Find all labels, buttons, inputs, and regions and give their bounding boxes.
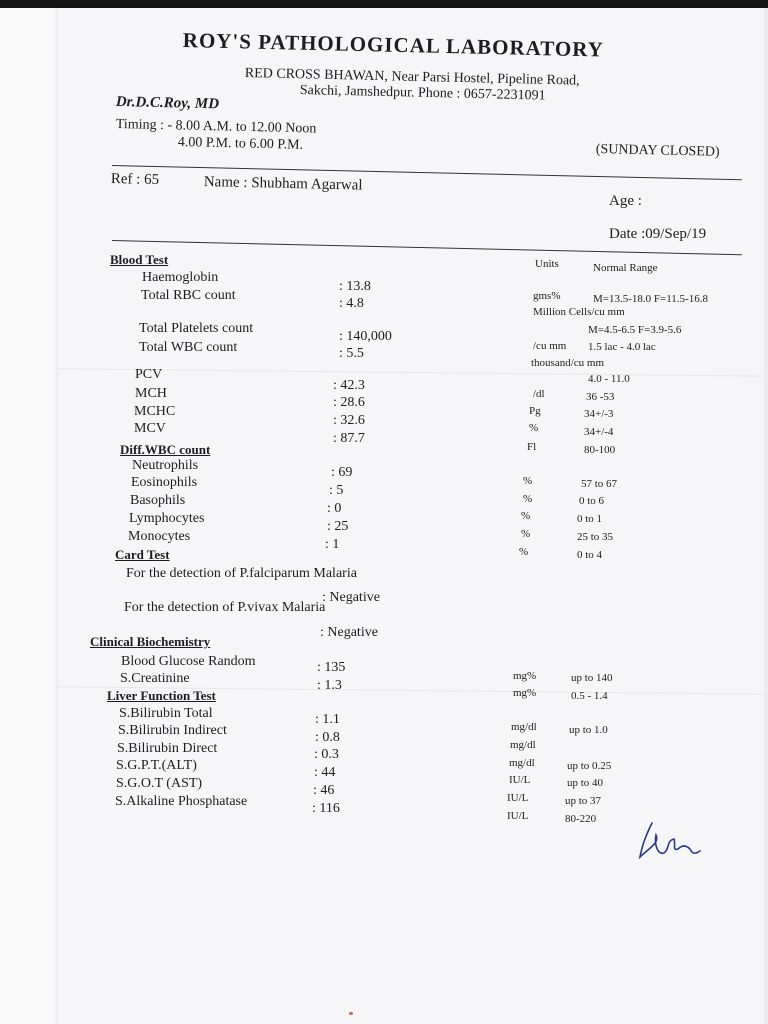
test-range: 4.0 - 11.0 (588, 373, 630, 385)
test-name: S.Bilirubin Direct (117, 741, 218, 756)
test-value: : 5.5 (339, 346, 364, 361)
test-name: S.Alkaline Phosphatase (115, 794, 248, 809)
test-unit: Million Cells/cu mm (533, 306, 625, 318)
test-unit: Pg (529, 405, 541, 417)
card-test-name: For the detection of P.falciparum Malaria (126, 566, 357, 581)
test-value: : 25 (327, 519, 349, 534)
test-range: 57 to 67 (581, 478, 618, 490)
test-name: S.G.P.T.(ALT) (116, 758, 197, 773)
test-range: M=4.5-6.5 F=3.9-5.6 (588, 324, 682, 336)
test-range: 0.5 - 1.4 (571, 690, 608, 702)
address-line-1: RED CROSS BHAWAN, Near Parsi Hostel, Pipeline Road, (244, 66, 580, 89)
test-unit: IU/L (507, 810, 529, 822)
test-value: : 116 (312, 801, 340, 816)
test-range: 80-100 (584, 444, 616, 456)
test-value: : 0.3 (314, 747, 339, 762)
test-unit: /dl (533, 388, 545, 400)
test-value: : 5 (329, 483, 344, 498)
test-name: PCV (135, 367, 163, 382)
test-range: 1.5 lac - 4.0 lac (588, 341, 656, 353)
address-line-2: Sakchi, Jamshedpur. Phone : 0657-2231091 (299, 83, 546, 104)
test-range: up to 40 (567, 777, 604, 789)
blood-test-heading: Blood Test (110, 252, 169, 267)
card-test-name: For the detection of P.vivax Malaria (124, 600, 326, 615)
test-value: : 4.8 (339, 296, 364, 311)
test-name: S.G.O.T (AST) (116, 776, 203, 791)
test-name: Total Platelets count (139, 321, 254, 336)
doctor-signature (630, 815, 720, 865)
test-name: Lymphocytes (129, 511, 205, 526)
test-name: Eosinophils (131, 475, 198, 490)
scan-top-edge (0, 0, 768, 8)
test-name: MCH (135, 386, 167, 401)
test-unit: mg/dl (510, 739, 536, 751)
test-value: : 1 (325, 537, 340, 552)
normal-range-column-header: Normal Range (593, 262, 658, 274)
test-range: up to 37 (565, 795, 602, 807)
test-unit: % (529, 422, 539, 434)
test-unit: % (523, 493, 533, 505)
units-column-header: Units (535, 258, 559, 270)
test-value: : 32.6 (333, 413, 365, 428)
diff-wbc-heading: Diff.WBC count (120, 442, 211, 457)
test-value: : 44 (314, 765, 336, 780)
ref-number: Ref : 65 (110, 171, 160, 189)
test-name: Blood Glucose Random (121, 654, 256, 669)
test-unit: % (521, 528, 531, 540)
card-test-heading: Card Test (115, 547, 170, 562)
test-value: : 13.8 (339, 279, 371, 294)
test-name: Haemoglobin (142, 270, 219, 285)
test-value: : 0.8 (315, 730, 340, 745)
test-name: Basophils (130, 493, 186, 508)
test-value: : 0 (327, 501, 342, 516)
card-test-value: : Negative (322, 590, 380, 605)
test-unit: mg/dl (509, 757, 535, 769)
test-range: 0 to 6 (579, 495, 605, 507)
test-unit: IU/L (509, 774, 531, 786)
test-range: up to 1.0 (569, 724, 608, 736)
liver-function-test-heading: Liver Function Test (107, 688, 216, 703)
test-unit: IU/L (507, 792, 529, 804)
doctor-name: Dr.D.C.Roy, MD (115, 94, 220, 113)
test-name: MCHC (134, 404, 176, 419)
test-unit: % (521, 510, 531, 522)
lab-name: ROY'S PATHOLOGICAL LABORATORY (182, 28, 605, 62)
test-range: 0 to 1 (577, 513, 603, 525)
test-range: M=13.5-18.0 F=11.5-16.8 (593, 293, 708, 305)
test-value: : 140,000 (339, 329, 392, 344)
test-range: 80-220 (565, 813, 597, 825)
timing-line-1: Timing : - 8.00 A.M. to 12.00 Noon (115, 117, 317, 137)
test-value: : 1.1 (315, 712, 340, 727)
test-range: 25 to 35 (577, 531, 614, 543)
test-value: : 135 (317, 660, 346, 675)
test-unit: gms% (533, 290, 561, 302)
test-name: MCV (134, 421, 166, 436)
test-range: 36 -53 (586, 391, 615, 403)
test-range: up to 140 (571, 672, 613, 684)
clinical-biochemistry-heading: Clinical Biochemistry (90, 634, 211, 649)
patient-age: Age : (609, 193, 642, 209)
test-name: Monocytes (128, 529, 191, 544)
test-unit: % (519, 546, 529, 558)
test-unit: Fl (527, 441, 537, 453)
test-range: up to 0.25 (567, 760, 612, 772)
paper-speck (349, 1012, 353, 1015)
test-name: S.Bilirubin Total (119, 706, 213, 721)
test-unit: mg/dl (511, 721, 537, 733)
test-name: S.Creatinine (120, 671, 190, 686)
test-value: : 87.7 (333, 431, 365, 446)
test-name: S.Bilirubin Indirect (118, 723, 227, 738)
test-value: : 1.3 (317, 678, 342, 693)
test-name: Neutrophils (132, 458, 199, 473)
test-unit: /cu mm (533, 340, 567, 352)
test-unit: % (523, 475, 533, 487)
test-unit: thousand/cu mm (531, 357, 605, 369)
patient-name: Name : Shubham Agarwal (203, 174, 363, 194)
test-unit: mg% (513, 670, 537, 682)
test-range: 34+/-4 (584, 426, 614, 438)
test-range: 0 to 4 (577, 549, 603, 561)
test-name: Total RBC count (141, 288, 236, 303)
test-name: Total WBC count (139, 340, 238, 355)
test-value: : 46 (313, 783, 335, 798)
report-date: Date :09/Sep/19 (609, 226, 707, 242)
test-unit: mg% (513, 687, 537, 699)
card-test-value: : Negative (320, 625, 378, 640)
sunday-closed: (SUNDAY CLOSED) (595, 142, 720, 160)
test-value: : 28.6 (333, 395, 365, 410)
test-value: : 69 (331, 465, 353, 480)
timing-line-2: 4.00 P.M. to 6.00 P.M. (177, 135, 304, 153)
test-range: 34+/-3 (584, 408, 614, 420)
test-value: : 42.3 (333, 378, 365, 393)
scan-left-margin (0, 8, 58, 1024)
